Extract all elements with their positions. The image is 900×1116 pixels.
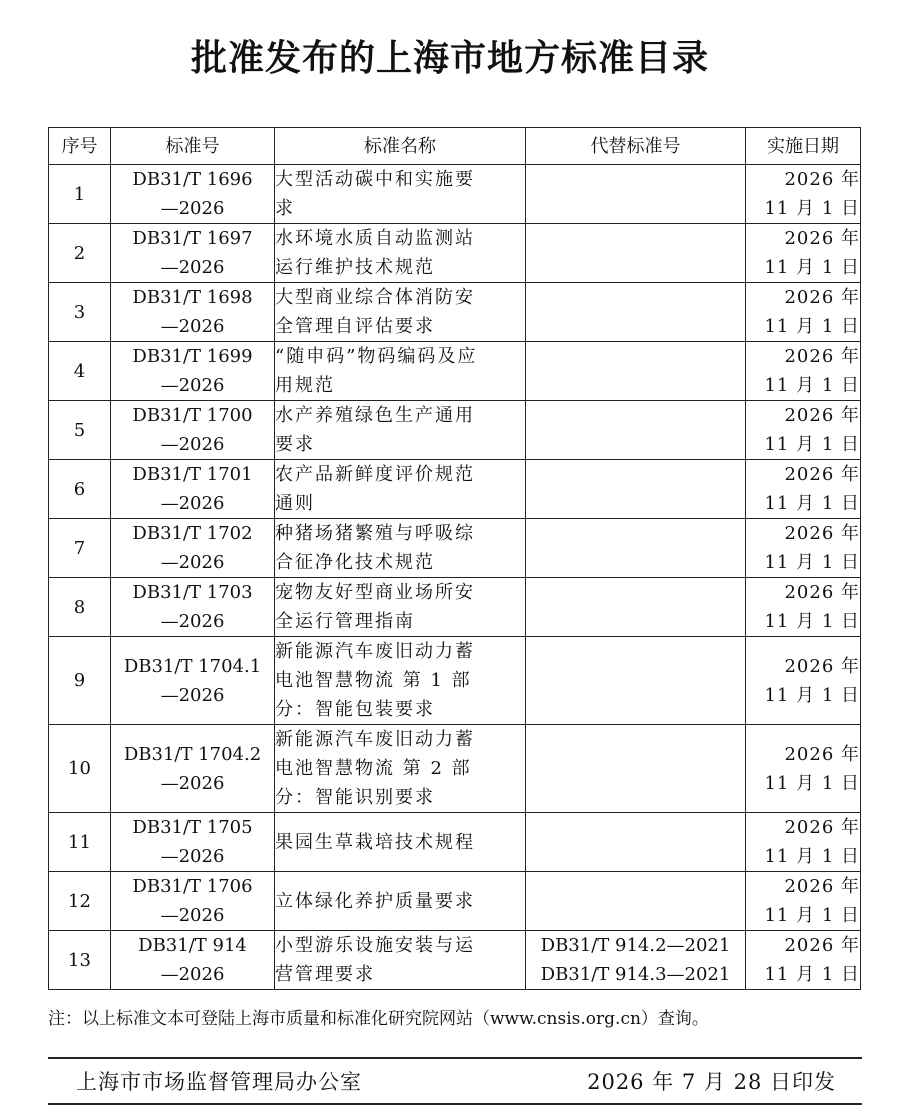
effective-date-line: 11 月 1 日: [764, 964, 860, 985]
effective-date-line: 11 月 1 日: [764, 684, 860, 706]
table-row: [49, 931, 861, 990]
standard-name-cell: [275, 637, 526, 725]
standard-code-line: —2026: [160, 846, 225, 867]
table-header-row: [49, 128, 861, 165]
table-body: [49, 165, 861, 990]
standard-name-cell: [275, 519, 526, 578]
header-replaced-code: 代替标准号: [526, 128, 746, 165]
effective-date-line: 11 月 1 日: [764, 316, 860, 337]
effective-date-cell: [746, 283, 861, 342]
table-row: [49, 813, 861, 872]
standard-name-cell: [275, 224, 526, 283]
replaced-code-cell: [526, 165, 746, 224]
standard-code-cell: [111, 813, 275, 872]
effective-date-cell: [746, 578, 861, 637]
replaced-code-cell: [526, 224, 746, 283]
table-row: [49, 224, 861, 283]
replaced-code-cell: [526, 460, 746, 519]
standard-code-cell: [111, 342, 275, 401]
serial-cell: 2: [49, 224, 111, 283]
standard-name-cell: [275, 165, 526, 224]
table-row: [49, 637, 861, 725]
replaced-code-line: DB31/T 914.3—2021: [540, 964, 731, 985]
effective-date-cell: [746, 725, 861, 813]
standard-code-line: DB31/T 1699: [132, 346, 253, 367]
effective-date-line: 2026 年: [784, 287, 860, 308]
effective-date-cell: [746, 637, 861, 725]
standard-code-line: —2026: [160, 257, 225, 278]
standard-code-cell: [111, 872, 275, 931]
standard-name-line: 小型游乐设施安装与运: [275, 935, 475, 956]
standard-code-line: —2026: [160, 772, 225, 794]
standard-name-cell: [275, 578, 526, 637]
effective-date-line: 11 月 1 日: [764, 846, 860, 867]
effective-date-line: 11 月 1 日: [764, 198, 860, 219]
table-row: [49, 283, 861, 342]
standard-name-line: 果园生草栽培技术规程: [275, 831, 475, 853]
standard-code-cell: [111, 224, 275, 283]
table-row: [49, 725, 861, 813]
standard-name-line: 宠物友好型商业场所安: [275, 582, 475, 603]
standards-table: [48, 127, 861, 990]
serial-cell: 10: [49, 725, 111, 813]
standard-code-line: —2026: [160, 905, 225, 926]
standard-code-line: DB31/T 1698: [132, 287, 253, 308]
standard-code-line: DB31/T 1701: [132, 464, 253, 485]
standard-code-cell: [111, 519, 275, 578]
replaced-code-cell: [526, 519, 746, 578]
standard-name-cell: [275, 283, 526, 342]
serial-cell: 6: [49, 460, 111, 519]
replaced-code-cell: [526, 725, 746, 813]
standard-name-cell: [275, 401, 526, 460]
effective-date-line: 11 月 1 日: [764, 257, 860, 278]
effective-date-cell: [746, 401, 861, 460]
header-standard-code: 标准号: [111, 128, 275, 165]
standard-code-cell: [111, 578, 275, 637]
effective-date-line: 2026 年: [784, 405, 860, 426]
serial-cell: 9: [49, 637, 111, 725]
standard-code-line: —2026: [160, 316, 225, 337]
standard-code-line: DB31/T 1700: [132, 405, 253, 426]
replaced-code-cell: [526, 578, 746, 637]
table-row: [49, 519, 861, 578]
standard-code-line: DB31/T 1706: [132, 876, 253, 897]
standard-code-line: —2026: [160, 684, 225, 706]
effective-date-line: 11 月 1 日: [764, 611, 860, 632]
header-effective-date: 实施日期: [746, 128, 861, 165]
standard-name-line: 新能源汽车废旧动力蓄: [275, 729, 475, 750]
standard-name-line: 电池智慧物流 第 2 部: [275, 758, 472, 779]
standard-code-line: DB31/T 1704.1: [123, 655, 262, 677]
standard-name-line: 要求: [275, 434, 315, 455]
effective-date-line: 11 月 1 日: [764, 493, 860, 514]
serial-cell: 8: [49, 578, 111, 637]
replaced-code-cell: [526, 637, 746, 725]
replaced-code-line: DB31/T 914.2—2021: [540, 935, 731, 956]
effective-date-cell: [746, 872, 861, 931]
effective-date-line: 2026 年: [784, 346, 860, 367]
standard-name-line: 水产养殖绿色生产通用: [275, 405, 475, 426]
effective-date-line: 2026 年: [784, 169, 860, 190]
standard-name-line: 新能源汽车废旧动力蓄: [275, 641, 475, 662]
effective-date-line: 11 月 1 日: [764, 905, 860, 926]
serial-cell: 1: [49, 165, 111, 224]
effective-date-line: 2026 年: [784, 523, 860, 544]
standard-name-line: 营管理要求: [275, 964, 375, 985]
table-row: [49, 401, 861, 460]
standard-code-cell: [111, 637, 275, 725]
effective-date-line: 2026 年: [784, 817, 860, 838]
serial-cell: 3: [49, 283, 111, 342]
replaced-code-cell: [526, 872, 746, 931]
standard-name-line: 立体绿化养护质量要求: [275, 890, 475, 912]
effective-date-line: 2026 年: [784, 228, 860, 249]
table-row: [49, 872, 861, 931]
standard-code-line: —2026: [160, 552, 225, 573]
standard-name-line: 分：智能识别要求: [275, 787, 435, 808]
header-serial: 序号: [49, 128, 111, 165]
table-row: [49, 342, 861, 401]
standard-name-line: 合征净化技术规范: [275, 552, 435, 573]
replaced-code-cell: [526, 931, 746, 990]
standard-code-line: —2026: [160, 964, 225, 985]
serial-cell: 13: [49, 931, 111, 990]
effective-date-cell: [746, 519, 861, 578]
document-title: 批准发布的上海市地方标准目录: [190, 38, 709, 79]
standard-code-cell: [111, 931, 275, 990]
print-date: 2026 年 7 月 28 日印发: [587, 1070, 836, 1094]
effective-date-line: 2026 年: [784, 655, 860, 677]
effective-date-line: 2026 年: [784, 464, 860, 485]
standard-code-line: DB31/T 1705: [132, 817, 253, 838]
standard-code-cell: [111, 283, 275, 342]
effective-date-cell: [746, 931, 861, 990]
standard-code-line: DB31/T 914: [138, 935, 247, 956]
effective-date-line: 11 月 1 日: [764, 375, 860, 396]
footer-top-rule: [48, 1057, 862, 1059]
effective-date-line: 2026 年: [784, 935, 860, 956]
standard-code-line: DB31/T 1697: [132, 228, 253, 249]
effective-date-line: 11 月 1 日: [764, 434, 860, 455]
serial-cell: 5: [49, 401, 111, 460]
standard-name-line: 种猪场猪繁殖与呼吸综: [275, 523, 475, 544]
replaced-code-cell: [526, 401, 746, 460]
standard-name-line: 运行维护技术规范: [275, 257, 435, 278]
standard-code-cell: [111, 401, 275, 460]
standard-name-cell: [275, 931, 526, 990]
serial-cell: 4: [49, 342, 111, 401]
standard-name-line: 求: [275, 198, 295, 219]
standard-code-line: —2026: [160, 611, 225, 632]
serial-cell: 11: [49, 813, 111, 872]
standard-code-line: —2026: [160, 493, 225, 514]
effective-date-line: 2026 年: [784, 582, 860, 603]
standard-name-line: 水环境水质自动监测站: [275, 228, 475, 249]
standard-code-line: —2026: [160, 375, 225, 396]
replaced-code-cell: [526, 813, 746, 872]
standard-name-line: 全运行管理指南: [275, 611, 415, 632]
standard-name-cell: [275, 872, 526, 931]
serial-cell: 7: [49, 519, 111, 578]
header-standard-name: 标准名称: [275, 128, 526, 165]
standard-name-line: 大型商业综合体消防安: [275, 287, 475, 308]
standard-name-cell: [275, 725, 526, 813]
standard-name-cell: [275, 460, 526, 519]
standard-name-line: 大型活动碳中和实施要: [275, 169, 475, 190]
effective-date-cell: [746, 165, 861, 224]
standard-code-line: —2026: [160, 198, 225, 219]
standard-code-cell: [111, 460, 275, 519]
effective-date-cell: [746, 224, 861, 283]
standard-code-line: DB31/T 1703: [132, 582, 253, 603]
effective-date-line: 2026 年: [784, 876, 860, 897]
table-row: [49, 165, 861, 224]
replaced-code-cell: [526, 342, 746, 401]
table-row: [49, 578, 861, 637]
standard-code-line: DB31/T 1702: [132, 523, 253, 544]
standard-name-line: 通则: [275, 493, 315, 514]
serial-cell: 12: [49, 872, 111, 931]
standard-code-cell: [111, 725, 275, 813]
effective-date-cell: [746, 813, 861, 872]
effective-date-cell: [746, 460, 861, 519]
footnote: 注：以上标准文本可登陆上海市质量和标准化研究院网站（www.cnsis.org.cn）查询。: [48, 1009, 709, 1029]
standard-name-cell: [275, 342, 526, 401]
standard-code-line: —2026: [160, 434, 225, 455]
standard-code-line: DB31/T 1704.2: [123, 743, 262, 765]
standard-name-line: 分：智能包装要求: [275, 699, 435, 720]
effective-date-line: 2026 年: [784, 743, 860, 765]
standard-name-line: “随申码”物码编码及应: [275, 346, 478, 367]
standard-name-cell: [275, 813, 526, 872]
table-row: [49, 460, 861, 519]
standard-name-line: 农产品新鲜度评价规范: [275, 464, 475, 485]
effective-date-line: 11 月 1 日: [764, 552, 860, 573]
standard-name-line: 电池智慧物流 第 1 部: [275, 670, 472, 691]
replaced-code-cell: [526, 283, 746, 342]
standard-name-line: 全管理自评估要求: [275, 316, 435, 337]
standard-code-line: DB31/T 1696: [132, 169, 253, 190]
footer-bottom-rule: [48, 1103, 862, 1105]
issuing-office: 上海市市场监督管理局办公室: [76, 1070, 362, 1094]
effective-date-line: 11 月 1 日: [764, 772, 860, 794]
standard-name-line: 用规范: [275, 375, 335, 396]
effective-date-cell: [746, 342, 861, 401]
standard-code-cell: [111, 165, 275, 224]
